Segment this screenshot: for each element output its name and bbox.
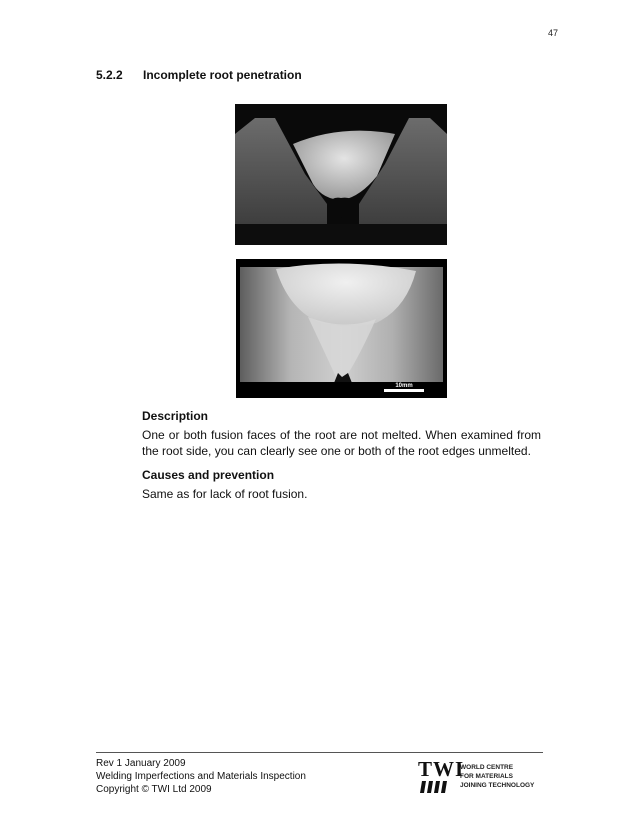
section-number: 5.2.2 [96, 68, 123, 82]
micrograph-top-image [235, 104, 447, 245]
footer-document-title: Welding Imperfections and Materials Inspection [96, 771, 306, 782]
page-number: 47 [548, 28, 559, 38]
causes-heading: Causes and prevention [142, 468, 275, 482]
logo-tagline-1: WORLD CENTRE [460, 764, 514, 771]
footer-revision: Rev 1 January 2009 [96, 758, 186, 769]
footer-text [96, 757, 306, 796]
logo-tagline [460, 763, 534, 790]
description-block [142, 409, 541, 502]
scale-label: 10mm [395, 383, 413, 389]
description-heading: Description [142, 409, 209, 423]
micrograph-bottom [236, 259, 447, 398]
scale-bar [384, 389, 424, 392]
causes-text: Same as for lack of root fusion. [142, 487, 308, 501]
logo-tagline-2: FOR MATERIALS [460, 773, 513, 780]
micrograph-top [235, 104, 447, 245]
twi-logo [418, 757, 546, 793]
footer-rule [96, 752, 543, 753]
micrograph-bottom-image [236, 259, 447, 398]
logo-wordmark: TWI [418, 757, 465, 781]
footer-copyright: Copyright © TWI Ltd 2009 [96, 784, 212, 795]
logo-tagline-3: JOINING TECHNOLOGY [460, 782, 535, 789]
section-title: Incomplete root penetration [143, 68, 302, 82]
description-text: One or both fusion faces of the root are not melted. When examined from the root side, you can clearly see one or both of the root edges unmelted. [142, 428, 541, 458]
logo-stripes-icon [420, 781, 456, 793]
